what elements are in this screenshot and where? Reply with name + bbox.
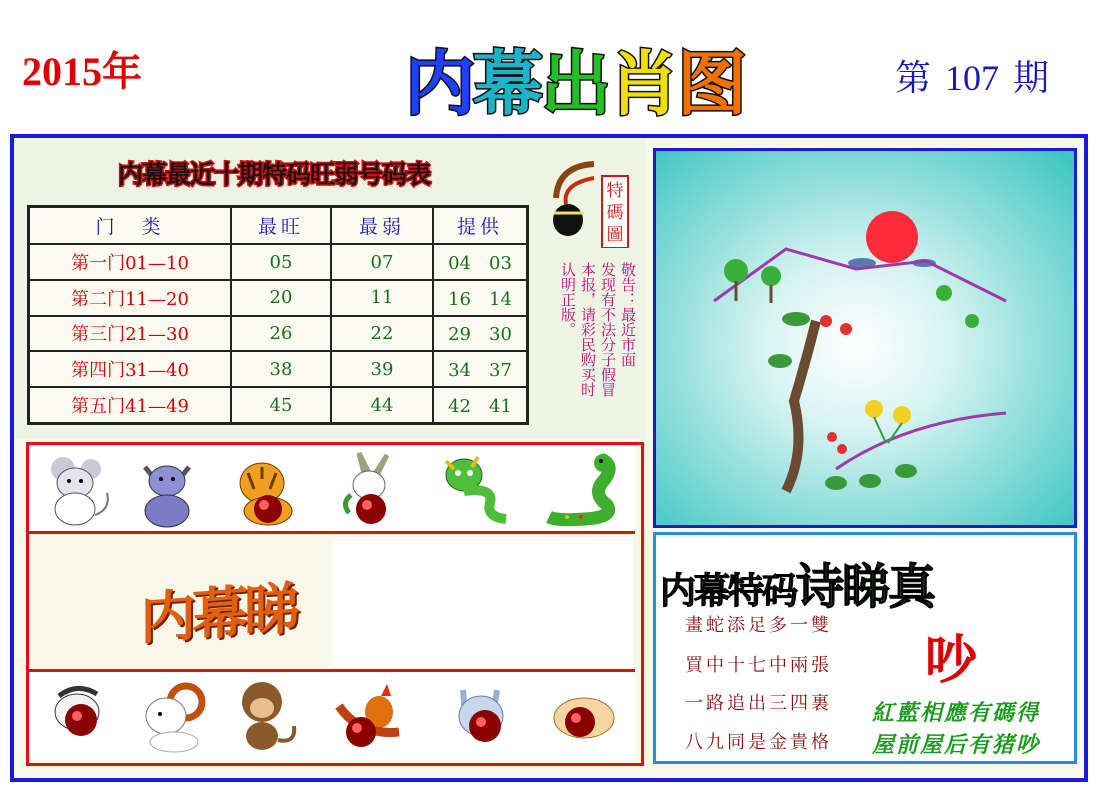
table-row — [29, 244, 528, 280]
notice-line: 发现有不法分子假冒 — [599, 262, 617, 397]
seal-logo-icon — [548, 158, 630, 248]
dragon-icon — [434, 447, 514, 527]
header-hot: 最旺 — [231, 207, 331, 245]
table-row — [29, 280, 528, 316]
notice-line: 敬告：最近市面 — [619, 262, 637, 367]
rabbit-icon — [329, 449, 409, 529]
notice-text — [548, 262, 638, 432]
monkey-icon — [224, 674, 304, 754]
row-suggest: 42 41 — [433, 387, 528, 423]
issue-number: 107 — [945, 58, 1000, 98]
riddle-line: 紅藍相應有碼得 — [872, 700, 1041, 726]
header-cold: 最弱 — [331, 207, 433, 245]
rooster-icon — [329, 676, 409, 756]
table-row — [29, 387, 528, 423]
row-cold: 07 — [331, 244, 433, 280]
table-row — [29, 351, 528, 387]
tree-icon — [768, 312, 852, 491]
seal-text: 圖 — [606, 225, 624, 245]
title-char: 幕 — [473, 43, 541, 125]
issue-label — [895, 50, 1063, 101]
poem-line: 一路追出三四裏 — [685, 693, 832, 714]
zodiac-bottom-row — [29, 669, 635, 760]
row-hot: 20 — [231, 280, 331, 316]
rat-icon — [37, 449, 117, 529]
seal-text: 特 — [606, 181, 624, 201]
row-hot: 45 — [231, 387, 331, 423]
issue-prefix: 第 — [895, 58, 932, 98]
pig-icon — [544, 678, 624, 758]
row-hot: 38 — [231, 351, 331, 387]
row-hot: 26 — [231, 316, 331, 352]
row-category: 第二门11—20 — [29, 280, 232, 316]
riddle-line: 屋前屋后有猪吵 — [872, 732, 1041, 758]
row-category: 第五门41—49 — [29, 387, 232, 423]
table-header-row — [29, 207, 528, 245]
sun-icon — [866, 211, 918, 263]
header-category: 门 类 — [29, 207, 232, 245]
row-cold: 44 — [331, 387, 433, 423]
row-suggest: 16 14 — [433, 280, 528, 316]
poem-title-b: 诗睇真 — [796, 559, 935, 615]
title-char: 内 — [405, 43, 473, 125]
row-cold: 11 — [331, 280, 433, 316]
row-cold: 22 — [331, 316, 433, 352]
notice-line: 认明正版。 — [559, 262, 577, 337]
row-category: 第四门31—40 — [29, 351, 232, 387]
row-suggest: 04 03 — [433, 244, 528, 280]
poem-title-a: 内幕特码 — [660, 571, 797, 612]
flower-icon — [865, 400, 911, 443]
poem-answer: 吵 — [925, 631, 978, 691]
table-row — [29, 316, 528, 352]
horse-icon — [37, 676, 117, 756]
goat-icon — [134, 676, 214, 756]
odds-table — [27, 205, 529, 425]
issue-suffix: 期 — [1013, 58, 1050, 98]
snake-icon — [541, 449, 621, 529]
row-cold: 39 — [331, 351, 433, 387]
poem-title — [660, 548, 934, 617]
poem-line: 八九同是金貴格 — [685, 732, 832, 753]
title-char: 出 — [541, 43, 609, 125]
row-hot: 05 — [231, 244, 331, 280]
table-title: 内幕最近十期特码旺弱号码表 — [118, 160, 431, 189]
notice-line: 本报，请彩民购买时 — [579, 262, 597, 397]
tiger-icon — [224, 449, 304, 529]
title-char: 肖 — [609, 43, 677, 125]
page-title — [405, 28, 745, 129]
row-suggest: 29 30 — [433, 316, 528, 352]
row-category: 第三门21—30 — [29, 316, 232, 352]
poem-line: 畫蛇添足多一雙 — [685, 615, 832, 636]
ox-icon — [127, 449, 207, 529]
row-category: 第一门01—10 — [29, 244, 232, 280]
year-label: 2015年 — [22, 49, 142, 94]
middle-blank-area — [333, 537, 633, 667]
title-char: 图 — [677, 43, 745, 125]
seal-text: 碼 — [606, 203, 624, 223]
middle-title: 内幕睇 — [140, 576, 296, 653]
poem-line: 買中十七中兩張 — [685, 655, 832, 676]
zodiac-top-row — [29, 445, 635, 534]
scene-illustration — [653, 148, 1077, 528]
dog-icon — [441, 676, 521, 756]
row-suggest: 34 37 — [433, 351, 528, 387]
header-suggest: 提供 — [433, 207, 528, 245]
